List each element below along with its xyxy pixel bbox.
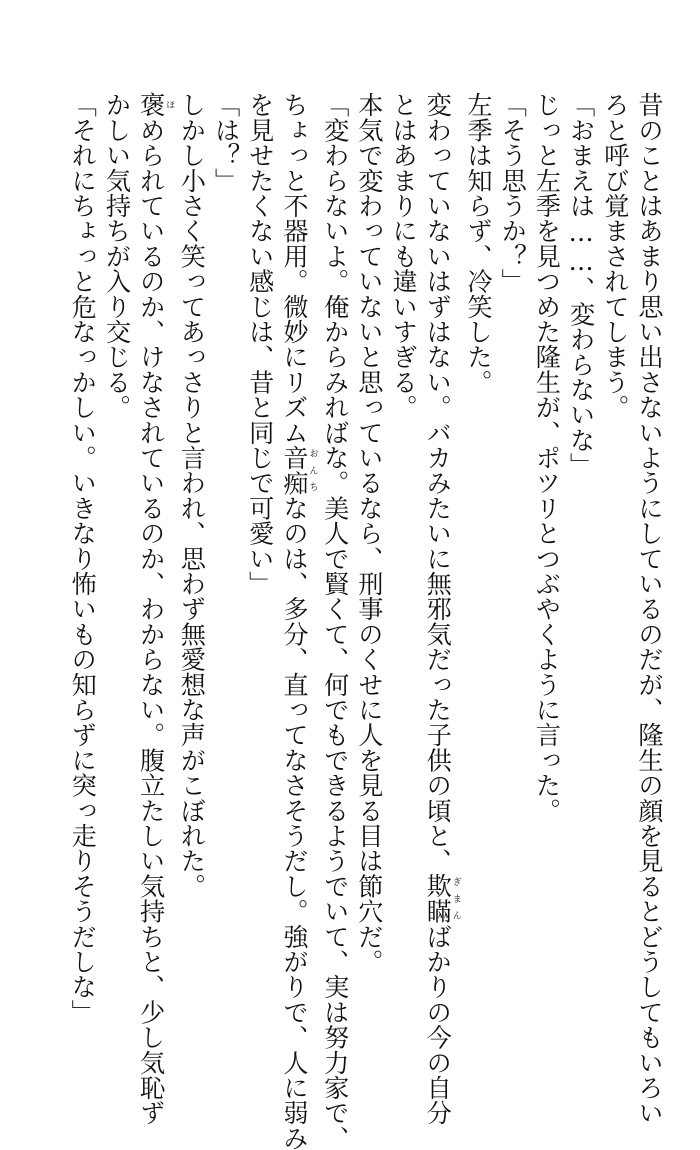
ruby-giman-base: 欺瞞 [423,873,453,924]
text-line-17: 「それにちょっと危なっかしい。いきなり怖いもの知らずに突っ走りそうだしな」 [68,92,98,1025]
text-line-9: 本気で変わっていないと思っているなら、刑事のくせに人を見る目は節穴だ。 [354,92,384,974]
text-line-16: かしい気持ちが入り交じる。 [102,92,132,420]
text-line-11-tail: なのは、多分、直ってなさそうだし。強がりで、人に弱み [279,495,309,1150]
text-line-6: 左季は知らず、冷笑した。 [463,92,493,395]
ruby-giman-reading: ぎまん [450,873,461,924]
text-line-11 [277,92,318,1150]
text-line-5: 「そう思うか？」 [498,92,528,294]
text-line-15-tail: められているのか、けなされているのか、わからない。腹立たしい気持ちと、少し気恥ず [136,117,166,1126]
text-line-4: じっと左季を見つめた隆生が、ポツリとつぶやくように言った。 [532,92,562,823]
ruby-giman [423,873,461,924]
text-line-1: 昔のことはあまり思い出さないようにしているのだが、隆生の顔を見るとどうしてもいろい [635,92,664,1126]
text-line-7-tail: ばかりの今の自分 [423,923,453,1126]
text-line-11-main: ちょっと不器用。微妙にリズム [279,92,309,445]
ruby-onchi-reading: おんち [307,444,318,496]
text-line-7 [420,92,461,1126]
text-line-13: 「は？」 [211,92,241,193]
ruby-home-base: 褒 [136,92,166,118]
text-line-15 [133,92,175,1126]
text-line-3: 「おまえは……、変わらないな」 [566,92,596,478]
text-line-12: を見せたくない感じは、昔と同じで可愛い」 [245,92,275,596]
text-line-7-main: 変わっていないはずはない。バカみたいに無邪気だった子供の頃と、 [423,92,453,874]
text-line-8: とはあまりにも違いすぎる。 [389,92,419,420]
text-line-10: 「変わらないよ。俺からみればな。美人で賢くて、何でもできるようでいて、実は努力家で、 [320,92,350,1150]
ruby-home-reading: ほ [164,92,175,118]
ruby-onchi [279,444,318,496]
text-line-14: しかし小さく笑ってあっさりと言われ、思わず無愛想な声がこぼれた。 [177,92,207,899]
ruby-home [136,92,175,118]
vertical-text-body [46,92,666,1150]
text-line-2: ろと呼び覚まされてしまう。 [600,92,630,420]
ruby-onchi-base: 音痴 [279,444,309,496]
